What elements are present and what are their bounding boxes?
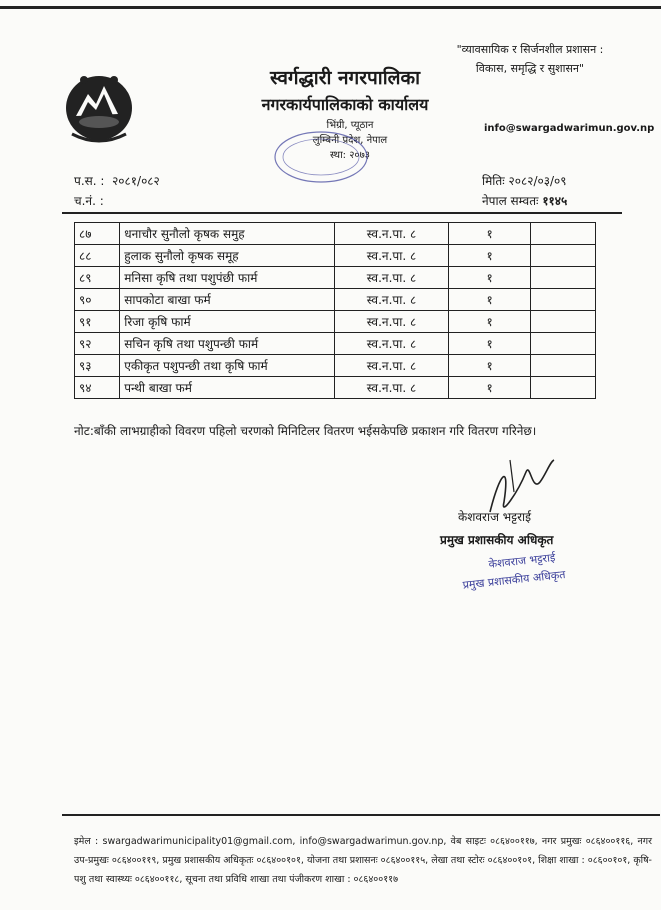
count-cell: १ <box>449 223 531 245</box>
serial-cell: ८९ <box>75 267 120 289</box>
top-border <box>0 6 661 9</box>
count-cell: १ <box>449 267 531 289</box>
name-cell: धनाचौर सुनौलो कृषक समुह <box>120 223 335 245</box>
table-row <box>75 311 596 333</box>
remark-cell <box>531 355 596 377</box>
remark-cell <box>531 289 596 311</box>
address-line-2: लुम्बिनी प्रदेश, नेपाल <box>312 135 388 146</box>
ward-cell: स्व.न.पा. ८ <box>334 267 448 289</box>
header-rule <box>62 212 622 214</box>
name-cell: पन्थी बाखा फर्म <box>120 377 335 399</box>
serial-cell: ९१ <box>75 311 120 333</box>
nepal-emblem-icon <box>62 64 136 144</box>
office-stamp-icon <box>272 128 370 186</box>
name-cell: हुलाक सुनौलो कृषक समूह <box>120 245 335 267</box>
ps-value: २०८१/०८२ <box>112 174 160 188</box>
cn-label: च.नं. <box>74 194 96 208</box>
era-label: नेपाल सम्वतः <box>482 194 539 208</box>
serial-cell: ९४ <box>75 377 120 399</box>
ps-number: प.स. : २०८१/०८२ <box>74 174 160 188</box>
table-row <box>75 377 596 399</box>
slogan-line-1: "व्यावसायिक र सिर्जनशील प्रशासन : <box>456 43 604 56</box>
table-row <box>75 333 596 355</box>
stamp-name: केशवराज भट्टराई <box>488 550 556 571</box>
era-value: ११४५ <box>542 194 568 208</box>
table-row <box>75 223 596 245</box>
footer-contacts: इमेल : swargadwarimunicipality01@gmail.com, info@swargadwarimun.gov.np, वेब साइटः ०८६४००११७, नगर प्रमुखः ०८६४००११६, नगर उप-प्रमुखः ०८६४००११९, प्रमुख प्रशासकीय अधिकृतः ०८६४००१०१, योजना तथा प्रशासनः ०८६४००११५, लेखा तथा स्टोरः ०८६४००१०१, शिक्षा शाखा : ०८६००१०१, कृषि-पशु तथा स्वास्थ्यः ०८६४००११८, सूचना तथा प्रविधि शाखा तथा पंजीकरण शाखा : ०८६४००११७ <box>74 836 652 885</box>
office-name: नगरकार्यपालिकाको कार्यालय <box>261 95 429 114</box>
remark-cell <box>531 333 596 355</box>
ward-cell: स्व.न.पा. ८ <box>334 333 448 355</box>
table-row <box>75 245 596 267</box>
date-value: २०८२/०३/०९ <box>508 174 567 188</box>
ward-cell: स्व.न.पा. ८ <box>334 355 448 377</box>
count-cell: १ <box>449 355 531 377</box>
nepal-sambat <box>482 192 567 209</box>
count-cell: १ <box>449 333 531 355</box>
name-cell: मनिसा कृषि तथा पशुपंछी फार्म <box>120 267 335 289</box>
ps-label: प.स. <box>74 174 97 188</box>
count-cell: १ <box>449 311 531 333</box>
slogan-line-2: विकास, समृद्धि र सुशासन" <box>475 62 585 75</box>
serial-cell: ९२ <box>75 333 120 355</box>
ward-cell: स्व.न.पा. ८ <box>334 289 448 311</box>
signatory-stamp <box>460 545 594 604</box>
stamp-title: प्रमुख प्रशासकीय अधिकृत <box>462 568 567 592</box>
name-cell: रिजा कृषि फार्म <box>120 311 335 333</box>
count-cell: १ <box>449 245 531 267</box>
remark-cell <box>531 311 596 333</box>
ward-cell: स्व.न.पा. ८ <box>334 311 448 333</box>
name-cell: सापकोटा बाखा फर्म <box>120 289 335 311</box>
serial-cell: ८७ <box>75 223 120 245</box>
count-cell: १ <box>449 289 531 311</box>
serial-cell: ९३ <box>75 355 120 377</box>
address-line-1: भिंग्री, प्यूठान <box>326 120 374 131</box>
date-label: मितिः <box>482 174 505 188</box>
signatory-name: केशवराज भट्टराई <box>458 510 531 524</box>
established: स्था: २०७३ <box>329 150 371 161</box>
letter-date <box>482 172 567 189</box>
remark-cell <box>531 223 596 245</box>
name-cell: सचिन कृषि तथा पशुपन्छी फार्म <box>120 333 335 355</box>
table-row <box>75 289 596 311</box>
table-row <box>75 355 596 377</box>
municipality-name: स्वर्गद्धारी नगरपालिका <box>269 67 421 89</box>
remark-cell <box>531 245 596 267</box>
serial-cell: ९० <box>75 289 120 311</box>
cn-number: च.नं. : <box>74 194 104 208</box>
count-cell: १ <box>449 377 531 399</box>
signatory-title: प्रमुख प्रशासकीय अधिकृत <box>440 533 554 547</box>
ward-cell: स्व.न.पा. ८ <box>334 377 448 399</box>
name-cell: एकीकृत पशुपन्छी तथा कृषि फार्म <box>120 355 335 377</box>
footer-rule <box>62 814 660 816</box>
note-text: नोट:बाँकी लाभग्राहीको विवरण पहिलो चरणको मिनिटिलर वितरण भईसकेपछि प्रकाशन गरि वितरण गरिनेछ। <box>74 424 537 438</box>
remark-cell <box>531 377 596 399</box>
ward-cell: स्व.न.पा. ८ <box>334 223 448 245</box>
header-email: info@swargadwarimun.gov.np <box>484 123 655 134</box>
beneficiary-table <box>74 222 596 399</box>
table-row <box>75 267 596 289</box>
serial-cell: ८८ <box>75 245 120 267</box>
remark-cell <box>531 267 596 289</box>
ward-cell: स्व.न.पा. ८ <box>334 245 448 267</box>
